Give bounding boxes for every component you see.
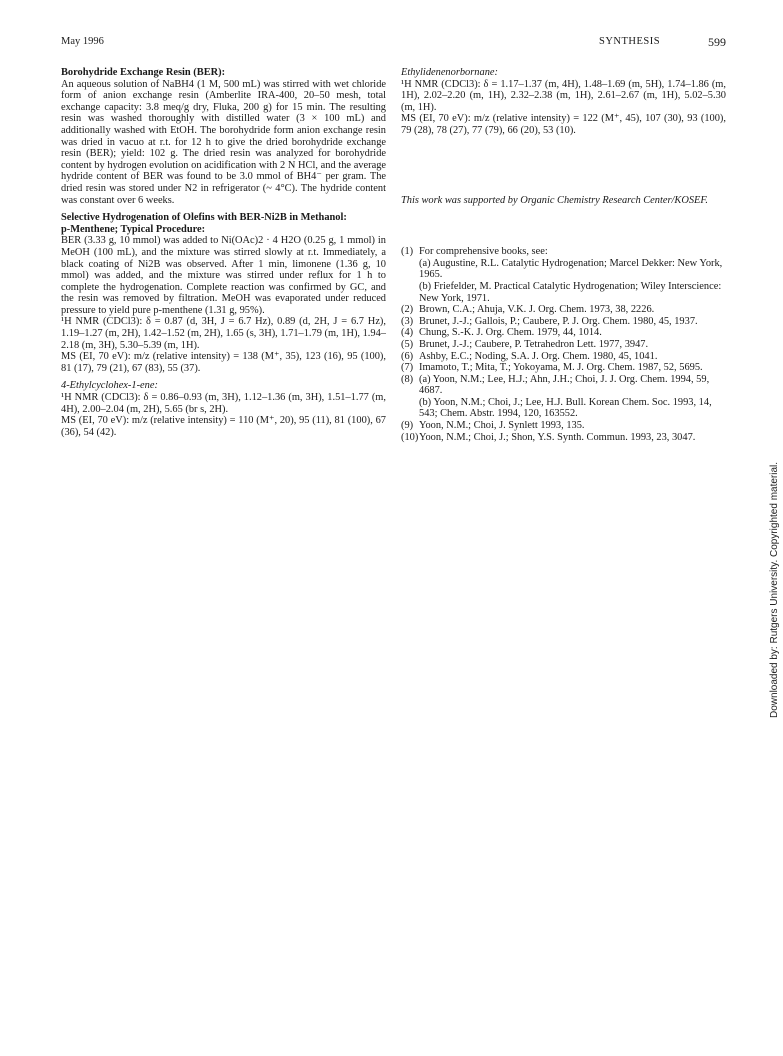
reference-item [401, 420, 726, 432]
reference-number: (1) [401, 246, 414, 258]
reference-list [401, 246, 726, 443]
reference-item [401, 304, 726, 316]
reference-text: Ashby, E.C.; Noding, S.A. J. Org. Chem. 1980, 45, 1041. [419, 350, 658, 362]
reference-number: (9) [401, 420, 414, 432]
ethylidenenorbornane-ms-data: MS (EI, 70 eV): m/z (relative intensity) = 122 (M⁺, 45), 107 (30), 93 (100), 79 (28), 78 (27), 77 (79), 66 (20), 53 (10). [401, 113, 726, 136]
reference-number: (5) [401, 338, 414, 350]
resin-heading: Borohydride Exchange Resin (BER): [61, 67, 226, 78]
reference-item [401, 351, 726, 363]
reference-text: (a) Augustine, R.L. Catalytic Hydrogenation; Marcel Dekker: New York, 1965. [419, 257, 723, 281]
download-watermark: Downloaded by: Rutgers University. Copyrighted material. [769, 461, 780, 718]
resin-procedure-text: An aqueous solution of NaBH4 (1 M, 500 mL) was stirred with wet chloride form of anion exchange resin (Amberlite IRA-400, 20–50 mesh, total exchange capacity: 3.8 meq/g dry, Fluka, 200 g) for 15 min. The resulting resin was washed thoroughly with distilled water (3 × 100 mL) and additionally washed with EtOH. The borohydride form anion exchange resin was dried in vacuo at r.t. for 12 h to give the dried borohydride exchange resin (BER); yield: 102 g. The dried resin was analyzed for borohydride content by hydrogen evolution on acidification with 2 N HCl, and the average hydride content of BER was found to be 3.0 mmol of BH4⁻ per gram. The dried resin was stored under N2 in refrigerator (~ 4°C). The hydride content was constant over 6 weeks. [61, 78, 386, 206]
reference-number: (2) [401, 304, 414, 316]
reference-text: Chung, S.-K. J. Org. Chem. 1979, 44, 1014. [419, 327, 602, 339]
reference-item [401, 246, 726, 304]
header-page-number: 599 [708, 35, 726, 49]
ethylidenenorbornane-nmr-data: ¹H NMR (CDCl3): δ = 1.17–1.37 (m, 4H), 1.48–1.69 (m, 5H), 1.74–1.86 (m, 1H), 2.02–2.20 (m, 1H), 2.32–2.38 (m, 1H), 2.61–2.67 (m, 1H), 5.02–5.30 (m, 1H). [401, 78, 726, 113]
reference-text: For comprehensive books, see: [419, 246, 548, 258]
ethylcyclohexene-nmr-data: ¹H NMR (CDCl3): δ = 0.86–0.93 (m, 3H), 1.12–1.36 (m, 3H), 1.51–1.77 (m, 4H), 2.00–2.04 (m, 2H), 5.65 (br s, 2H). [61, 392, 386, 415]
reference-item [401, 432, 726, 444]
reference-text: Brunet, J.-J.; Caubere, P. Tetrahedron Lett. 1977, 3947. [419, 338, 649, 350]
reference-number: (3) [401, 315, 414, 327]
reference-item [401, 362, 726, 374]
left-column [61, 67, 386, 438]
menthene-ms-data: MS (EI, 70 eV): m/z (relative intensity) = 138 (M⁺, 35), 123 (16), 95 (100), 81 (17), 79 (21), 67 (83), 55 (37). [61, 351, 386, 374]
page-header [61, 36, 726, 50]
reference-item [401, 327, 726, 339]
reference-text: Yoon, N.M.; Choi, J. Synlett 1993, 135. [419, 420, 585, 432]
ethylcyclohexene-ms-data: MS (EI, 70 eV): m/z (relative intensity) = 110 (M⁺, 20), 95 (11), 81 (100), 67 (36), 54 (42). [61, 415, 386, 438]
acknowledgement: This work was supported by Organic Chemistry Research Center/KOSEF. [401, 194, 708, 206]
reference-item [401, 316, 726, 328]
reference-text: Imamoto, T.; Mita, T.; Yokoyama, M. J. Org. Chem. 1987, 52, 5695. [419, 362, 703, 374]
header-date: May 1996 [61, 36, 104, 47]
reference-text: (b) Yoon, N.M.; Choi, J.; Lee, H.J. Bull. Korean Chem. Soc. 1993, 14, 543; Chem. Abstr. 1994, 120, 163552. [419, 396, 712, 420]
ethylidenenorbornane-heading: Ethylidenenorbornane: [401, 67, 498, 78]
reference-item [401, 374, 726, 420]
hydrogenation-procedure-text: BER (3.33 g, 10 mmol) was added to Ni(OAc)2 · 4 H2O (0.25 g, 1 mmol) in MeOH (100 mL), and the mixture was stirred slowly at r.t. Immediately, a black coating of Ni2B was observed. After 1 min, limonene (1.36 g, 10 mmol) was added, and the mixture was stirred under reflux for 1 h to complete the hydrogenation. Complete reaction was confirmed by GC, and the resin was removed by filtration. MeOH was evaporated under reduced pressure to yield pure p-menthene (1.31 g, 95%). [61, 235, 386, 316]
reference-text: (b) Friefelder, M. Practical Catalytic Hydrogenation; Wiley Interscience: New York, 1971. [419, 280, 722, 304]
reference-text: Brunet, J.-J.; Gallois, P.; Caubere, P. J. Org. Chem. 1980, 45, 1937. [419, 315, 698, 327]
reference-number: (6) [401, 350, 414, 362]
reference-number: (10) [401, 431, 419, 443]
reference-number: (4) [401, 327, 414, 339]
hydrogenation-subheading: p-Menthene; Typical Procedure: [61, 223, 206, 235]
reference-number: (7) [401, 362, 414, 374]
reference-text: Yoon, N.M.; Choi, J.; Shon, Y.S. Synth. Commun. 1993, 23, 3047. [419, 431, 696, 443]
right-column [401, 67, 726, 443]
menthene-nmr-data: ¹H NMR (CDCl3): δ = 0.87 (d, 3H, J = 6.7 Hz), 0.89 (d, 2H, J = 6.7 Hz), 1.19–1.27 (m, 2H), 1.42–1.52 (m, 2H), 1.65 (s, 3H), 1.71–1.79 (m, 1H), 1.94–2.18 (m, 3H), 5.30–5.39 (m, 1H). [61, 316, 386, 351]
hydrogenation-heading: Selective Hydrogenation of Olefins with BER-Ni2B in Methanol: [61, 212, 347, 224]
reference-item [401, 339, 726, 351]
header-journal: SYNTHESIS [599, 36, 661, 47]
reference-number: (8) [401, 373, 414, 385]
ethylcyclohexene-heading: 4-Ethylcyclohex-1-ene: [61, 380, 158, 392]
reference-text: (a) Yoon, N.M.; Lee, H.J.; Ahn, J.H.; Choi, J. J. Org. Chem. 1994, 59, 4687. [419, 373, 710, 397]
reference-text: Brown, C.A.; Ahuja, V.K. J. Org. Chem. 1973, 38, 2226. [419, 304, 655, 316]
